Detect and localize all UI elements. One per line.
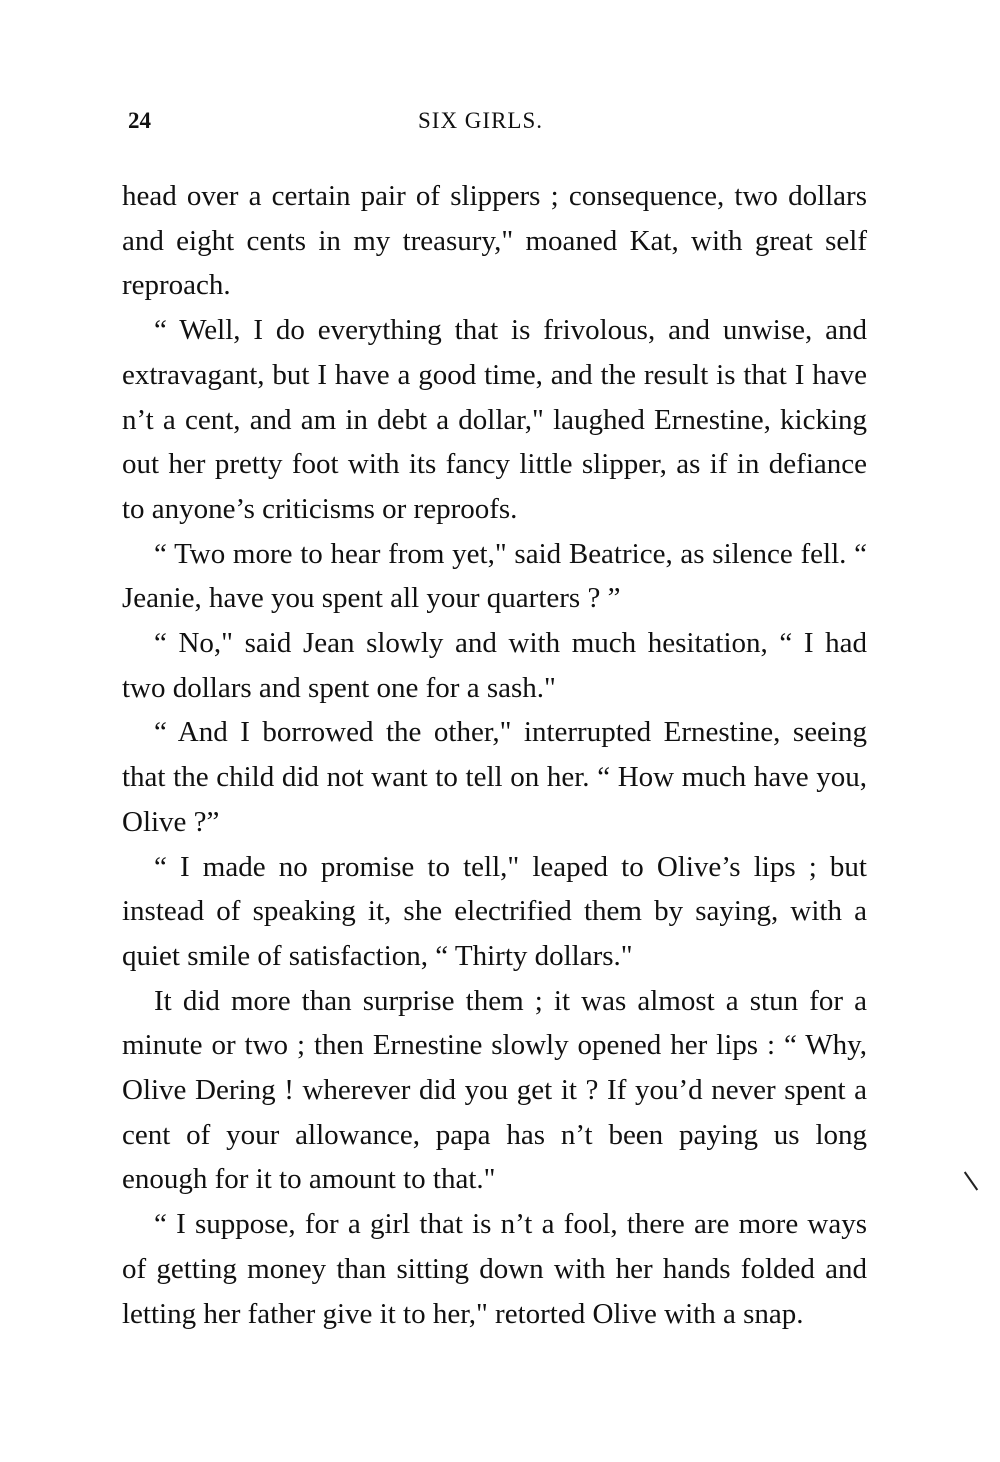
paragraph: “ I made no promise to tell," leaped to Olive’s lips ; but instead of speaking it, she electrified them by saying, with a quiet smile of satisfaction, “ Thirty dollars."	[122, 850, 867, 972]
running-title: SIX GIRLS.	[418, 108, 544, 133]
body-text	[122, 174, 867, 1336]
paragraph: “ Well, I do everything that is frivolous, and unwise, and extravagant, but I have a good time, and the result is that I have n’t a cent, and am in debt a dollar," laughed Ernestine, kicking out her pretty foot with its fancy little slipper, as if in defiance to anyone’s criticisms or reproofs.	[122, 314, 867, 525]
page-number: 24	[128, 108, 151, 133]
paragraph: “ And I borrowed the other," interrupted Ernestine, seeing that the child did not want to tell on her. “ How much have you, Olive ?”	[122, 716, 867, 838]
paragraph: It did more than surprise them ; it was almost a stun for a minute or two ; then Ernestine slowly opened her lips : “ Why, Olive Dering ! wherever did you get it ? If you’d never spent a cent of your allowance, papa has n’t been paying us long enough for it to amount to that."	[122, 984, 867, 1196]
paragraph: head over a certain pair of slippers ; consequence, two dollars and eight cents in my treasury," moaned Kat, with great self reproach.	[122, 180, 867, 302]
paragraph: “ Two more to hear from yet," said Beatrice, as silence fell. “ Jeanie, have you spent all your quarters ? ”	[122, 537, 867, 615]
scan-artifact-mark	[964, 1171, 978, 1190]
paragraph: “ I suppose, for a girl that is n’t a fool, there are more ways of getting money than sitting down with her hands folded and letting her father give it to her," retorted Olive with a snap.	[122, 1208, 867, 1330]
page-header	[128, 108, 868, 144]
paragraph: “ No," said Jean slowly and with much hesitation, “ I had two dollars and spent one for a sash."	[122, 627, 867, 704]
